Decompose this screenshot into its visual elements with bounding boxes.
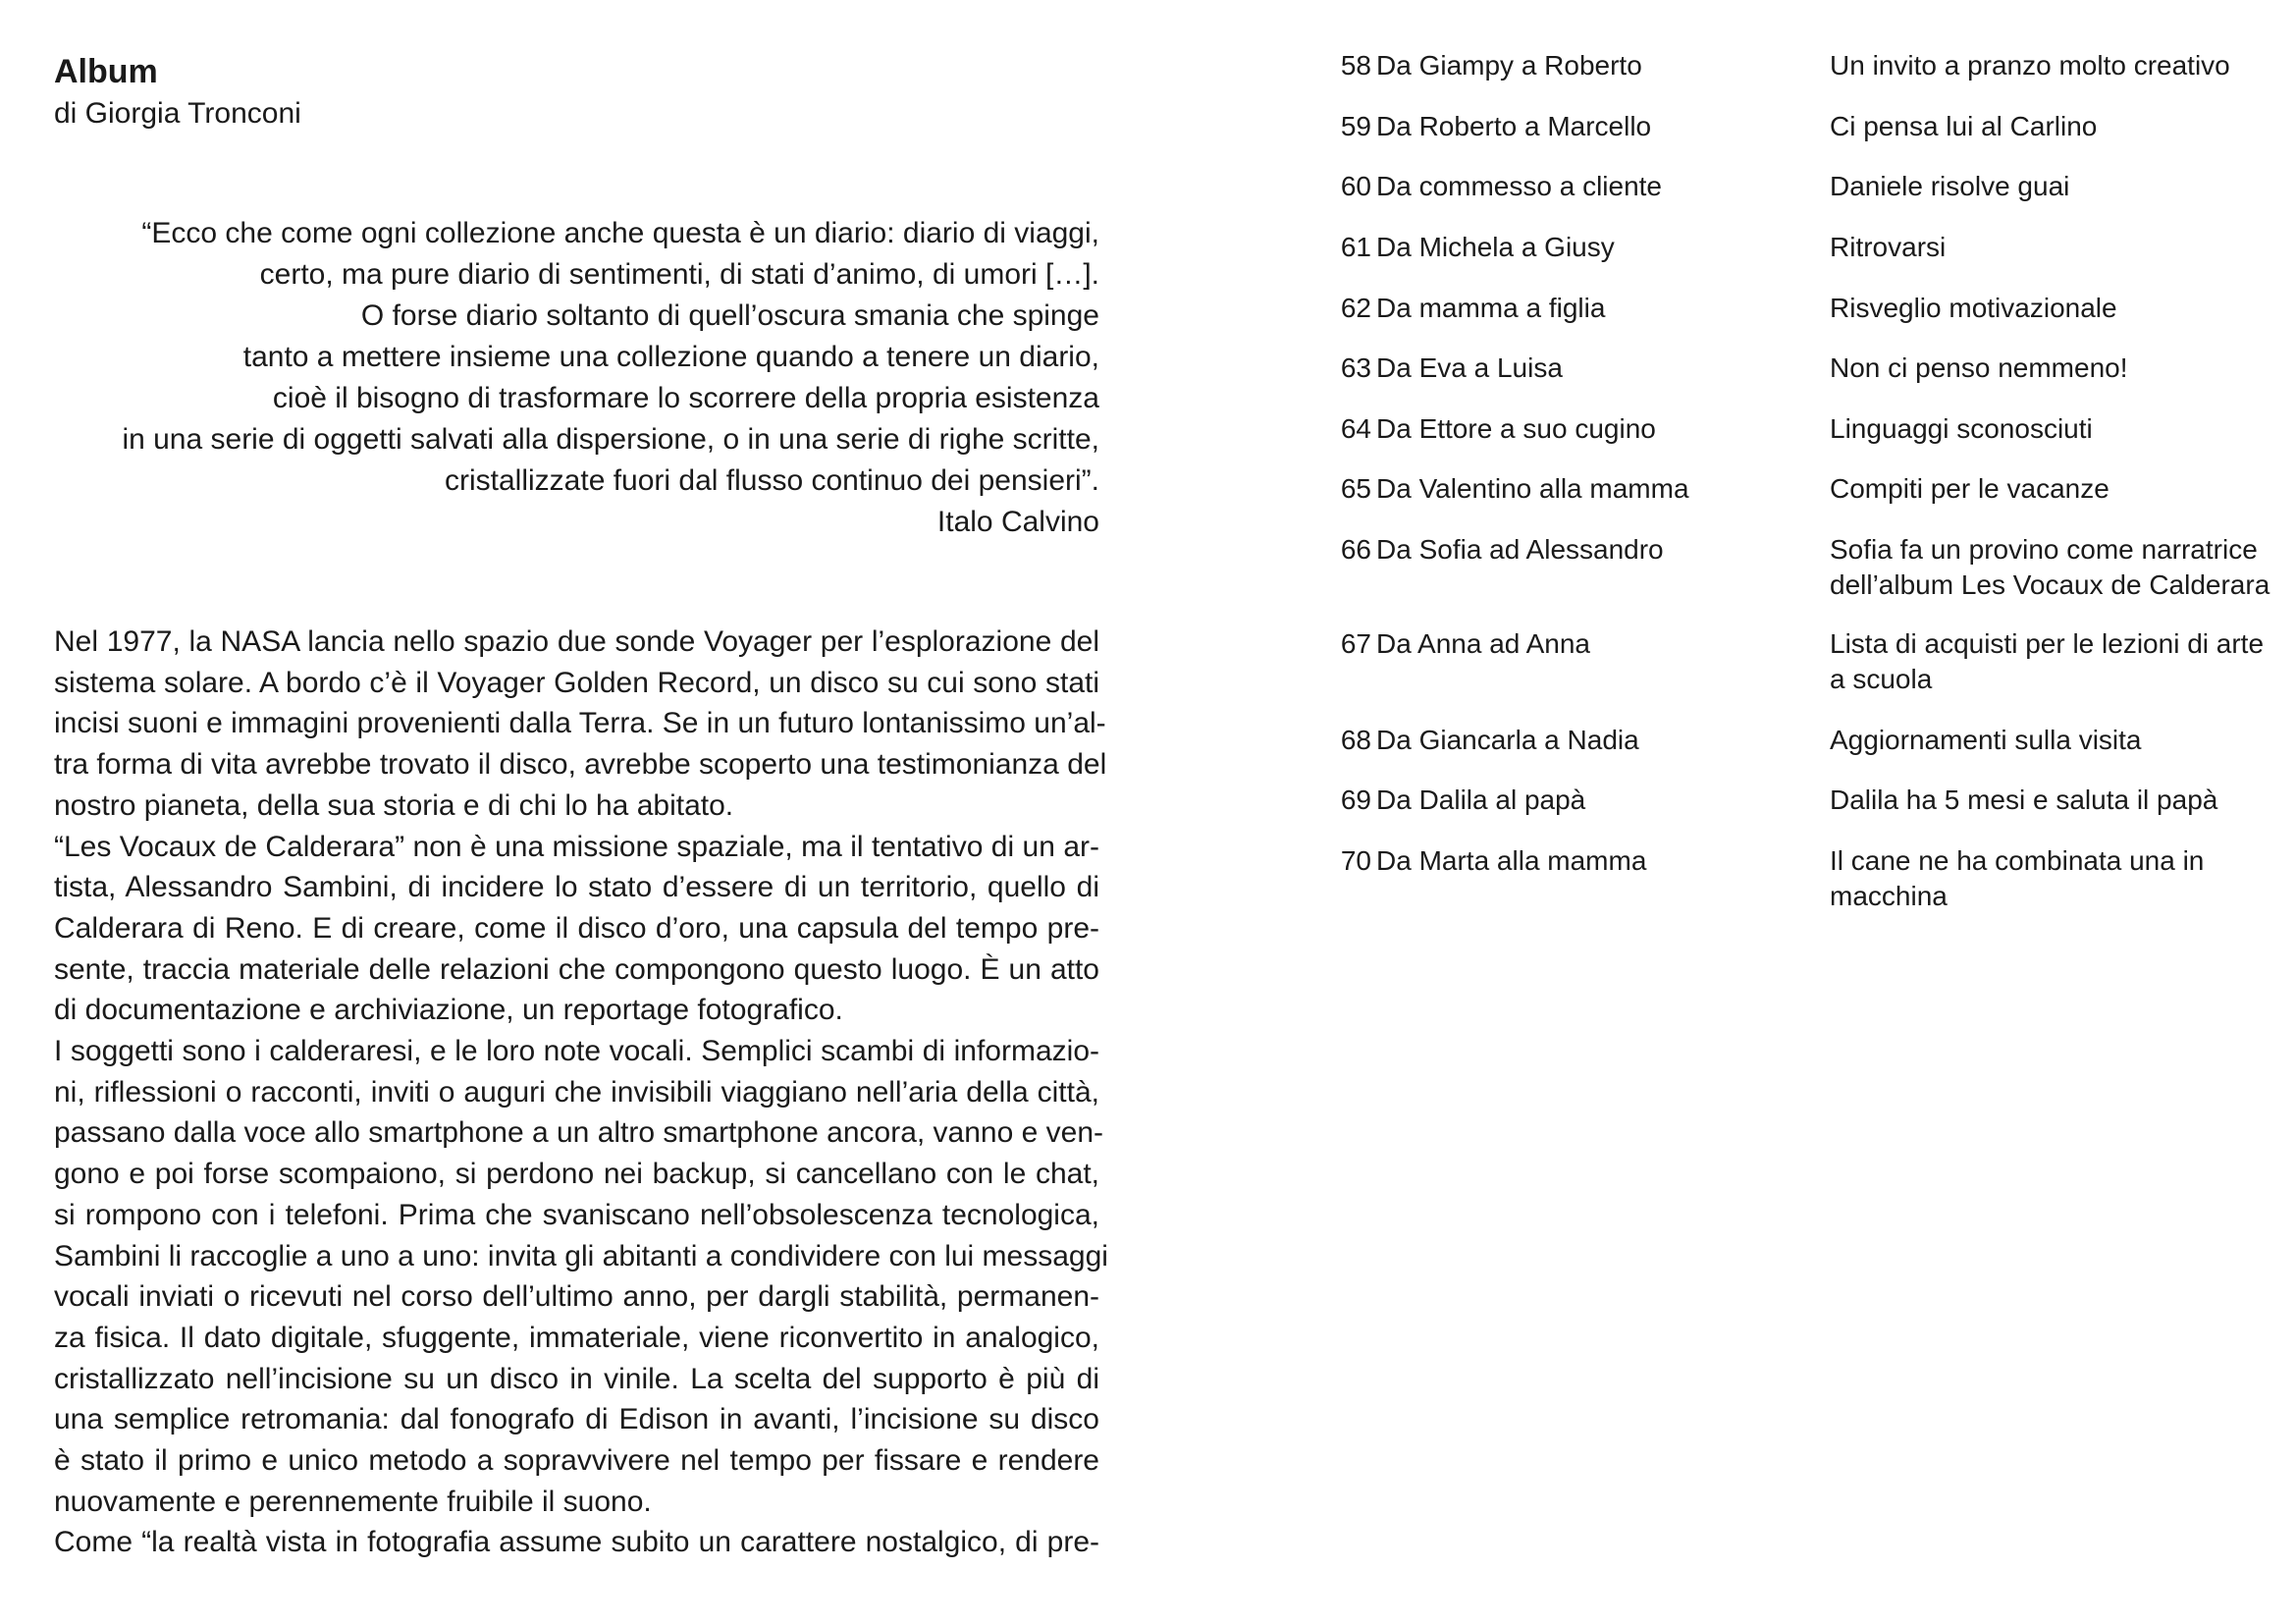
body-line: Come “la realtà vista in fotografia assume subito un carattere nostalgico, di pre- (54, 1526, 1099, 1559)
track-title (1830, 411, 2271, 447)
body-line: di documentazione e archiviazione, un reportage fotografico. (54, 994, 843, 1027)
quote-line: tanto a mettere insieme una collezione quando a tenere un diario, (242, 341, 1099, 373)
body-line: Nel 1977, la NASA lancia nello spazio due sonde Voyager per l’esplorazione del (54, 625, 1099, 658)
body-line: ni, riflessioni o racconti, inviti o auguri che invisibili viaggiano nell’aria della città, (54, 1075, 1099, 1109)
track-title (1830, 723, 2271, 758)
track-title-line: Un invito a pranzo molto creativo (1830, 50, 2230, 81)
track-number: 66 (1340, 534, 1371, 565)
body-line: è stato il primo e unico metodo a sopravvivere nel tempo per fissare e rendere (54, 1444, 1099, 1478)
body-line: una semplice retromania: dal fonografo di Edison in avanti, l’incisione su disco (54, 1403, 1099, 1436)
track-title-line: Non ci penso nemmeno! (1830, 352, 2128, 383)
track-number: 68 (1340, 725, 1371, 755)
track-title (1830, 351, 2271, 386)
body-line: tra forma di vita avrebbe trovato il disco, avrebbe scoperto una testimonianza del (54, 748, 1107, 782)
track-title-line: Daniele risolve guai (1830, 171, 2070, 201)
track-title (1830, 626, 2271, 697)
track-title-line: Compiti per le vacanze (1830, 473, 2109, 504)
body-line: passano dalla voce allo smartphone a un altro smartphone ancora, vanno e ven- (54, 1116, 1103, 1150)
quote-line: cioè il bisogno di trasformare lo scorrere della propria esistenza (272, 382, 1099, 414)
track-sender: Da Ettore a suo cugino (1376, 413, 1656, 444)
track-number: 67 (1340, 628, 1371, 659)
quote-line: certo, ma pure diario di sentimenti, di stati d’animo, di umori […]. (259, 258, 1099, 291)
track-number: 58 (1340, 50, 1371, 81)
track-number: 60 (1340, 171, 1371, 201)
track-number: 69 (1340, 785, 1371, 815)
track-sender: Da Giancarla a Nadia (1376, 725, 1639, 755)
track-title-line: Lista di acquisti per le lezioni di arte (1830, 628, 2265, 659)
track-number: 62 (1340, 293, 1371, 323)
body-line: Calderara di Reno. E di creare, come il disco d’oro, una capsula del tempo pre- (54, 911, 1099, 945)
body-line: gono e poi forse scompaiono, si perdono nei backup, si cancellano con le chat, (54, 1158, 1099, 1191)
track-title (1830, 48, 2271, 83)
track-title (1830, 471, 2271, 507)
track-sender: Da Anna ad Anna (1376, 628, 1590, 659)
track-number: 64 (1340, 413, 1371, 444)
track-sender: Da mamma a figlia (1376, 293, 1606, 323)
author-byline: di Giorgia Tronconi (54, 97, 301, 130)
track-title-line: Dalila ha 5 mesi e saluta il papà (1830, 785, 2218, 815)
track-title (1830, 291, 2271, 326)
track-title (1830, 169, 2271, 204)
track-number: 59 (1340, 111, 1371, 141)
track-title-line: macchina (1830, 881, 1948, 911)
body-line: sistema solare. A bordo c’è il Voyager Golden Record, un disco su cui sono stati (54, 666, 1099, 699)
body-line: tista, Alessandro Sambini, di incidere lo stato d’essere di un territorio, quello di (54, 871, 1099, 904)
body-line: za fisica. Il dato digitale, sfuggente, immateriale, viene riconvertito in analogico, (54, 1321, 1099, 1354)
body-text (54, 622, 1108, 1563)
body-line: si rompono con i telefoni. Prima che svaniscano nell’obsolescenza tecnologica, (54, 1198, 1099, 1231)
track-sender: Da Michela a Giusy (1376, 232, 1615, 262)
body-line: “Les Vocaux de Calderara” non è una missione spaziale, ma il tentativo di un ar- (54, 830, 1099, 863)
track-title-line: Risveglio motivazionale (1830, 293, 2117, 323)
body-line: I soggetti sono i calderaresi, e le loro note vocali. Semplici scambi di informazio- (54, 1035, 1099, 1068)
track-title (1830, 230, 2271, 265)
quote-line: cristallizzate fuori dal flusso continuo dei pensieri”. (445, 464, 1099, 497)
epigraph-quote (108, 213, 1099, 543)
track-title-line: Linguaggi sconosciuti (1830, 413, 2093, 444)
track-title-line: Sofia fa un provino come narratrice (1830, 534, 2258, 565)
track-sender: Da commesso a cliente (1376, 171, 1663, 201)
quote-line: in una serie di oggetti salvati alla dispersione, o in una serie di righe scritte, (122, 423, 1099, 456)
track-sender: Da Sofia ad Alessandro (1376, 534, 1664, 565)
track-title (1830, 532, 2271, 603)
track-sender: Da Eva a Luisa (1376, 352, 1563, 383)
body-line: cristallizzato nell’incisione su un disco in vinile. La scelta del supporto è più di (54, 1362, 1099, 1395)
right-page (1148, 0, 2296, 1624)
body-line: vocali inviati o ricevuti nel corso dell’ultimo anno, per dargli stabilità, permanen- (54, 1280, 1099, 1314)
track-title-line: Aggiornamenti sulla visita (1830, 725, 2142, 755)
quote-line: O forse diario soltanto di quell’oscura smania che spinge (360, 299, 1099, 332)
track-title (1830, 109, 2271, 144)
track-title (1830, 783, 2271, 818)
track-number: 70 (1340, 845, 1371, 876)
track-number: 65 (1340, 473, 1371, 504)
body-line: sente, traccia materiale delle relazioni che compongono questo luogo. È un atto (54, 952, 1099, 986)
body-line: incisi suoni e immagini provenienti dalla Terra. Se in un futuro lontanissimo un’al- (54, 707, 1106, 740)
track-number: 63 (1340, 352, 1371, 383)
body-line: nostro pianeta, della sua storia e di chi lo ha abitato. (54, 788, 734, 822)
track-sender: Da Roberto a Marcello (1376, 111, 1652, 141)
quote-line: “Ecco che come ogni collezione anche questa è un diario: diario di viaggi, (141, 217, 1099, 249)
track-sender: Da Giampy a Roberto (1376, 50, 1642, 81)
track-title-line: Ci pensa lui al Carlino (1830, 111, 2098, 141)
body-line: Sambini li raccoglie a uno a uno: invita gli abitanti a condividere con lui messaggi (54, 1239, 1108, 1272)
body-line: nuovamente e perennemente fruibile il suono. (54, 1485, 652, 1518)
track-sender: Da Dalila al papà (1376, 785, 1586, 815)
track-title (1830, 843, 2271, 914)
track-sender: Da Valentino alla mamma (1376, 473, 1689, 504)
quote-attribution: Italo Calvino (936, 506, 1099, 538)
track-title-line: Il cane ne ha combinata una in (1830, 845, 2205, 876)
track-number: 61 (1340, 232, 1371, 262)
track-title-line: Ritrovarsi (1830, 232, 1947, 262)
track-title-line: dell’album Les Vocaux de Calderara (1830, 569, 2270, 600)
track-title-line: a scuola (1830, 664, 1933, 694)
page-title: Album (54, 53, 158, 90)
track-sender: Da Marta alla mamma (1376, 845, 1647, 876)
